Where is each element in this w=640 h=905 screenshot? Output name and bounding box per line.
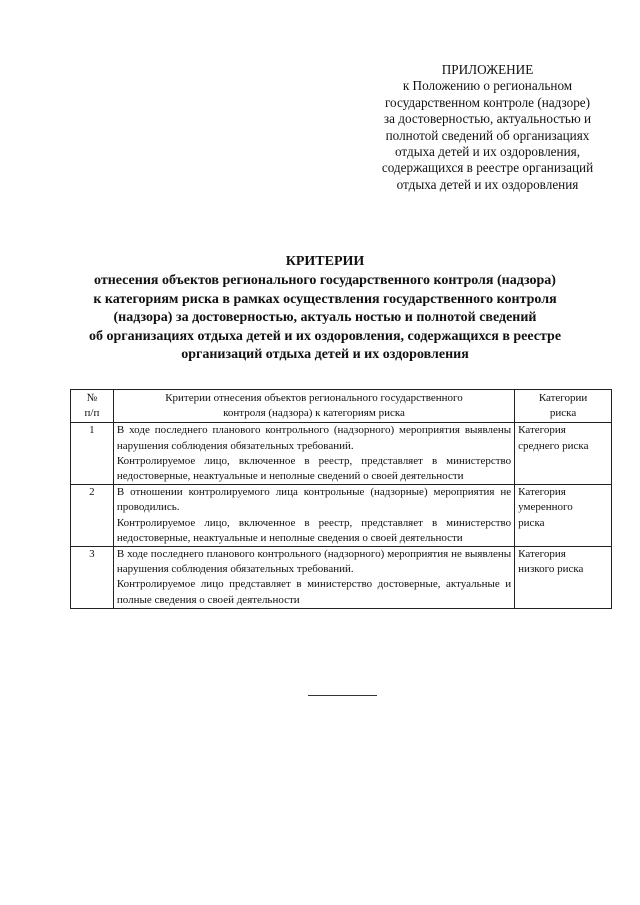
title-main: КРИТЕРИИ <box>285 254 365 269</box>
criteria-paragraph: Контролируемое лицо, включенное в реестр, представляет в министерство недостоверные, неактуальные и неполные сведений о своей деятельности <box>116 454 512 483</box>
criteria-paragraph: В отношении контролируемого лица контрольные (надзорные) мероприятия не проводились. <box>116 486 512 514</box>
header-num-line: п/п <box>84 407 100 420</box>
row-criteria <box>113 423 514 485</box>
appendix-line: за достоверностью, актуальностью и <box>383 111 592 127</box>
appendix-line: государственном контроле (надзоре) <box>384 94 591 110</box>
row-criteria <box>113 547 514 609</box>
criteria-paragraph: Контролируемое лицо, включенное в реестр, представляет в министерство недостоверные, неактуальные и неполные сведения о своей деятельности <box>116 516 512 544</box>
header-criteria-line: Критерии отнесения объектов регионального государственного <box>165 392 463 404</box>
row-category <box>515 547 612 609</box>
appendix-line: отдыха детей и их оздоровления <box>396 176 579 192</box>
row-criteria <box>113 485 514 547</box>
category-line: риска <box>518 516 545 529</box>
criteria-paragraph: Контролируемое лицо представляет в министерство достоверные, актуальные и полные сведения о своей деятельности <box>116 578 512 606</box>
title-line: об организациях отдыха детей и их оздоровления, содержащихся в реестре <box>88 328 562 344</box>
category-line: среднего риска <box>518 439 589 452</box>
row-num: 2 <box>71 485 114 547</box>
table-row <box>71 547 612 609</box>
row-num: 3 <box>71 547 114 609</box>
appendix-line: к Положению о региональном <box>402 78 573 94</box>
appendix-line: отдыха детей и их оздоровления, <box>394 144 580 160</box>
category-line: Категория <box>518 486 566 499</box>
table-header-row <box>71 390 612 423</box>
title-line: (надзора) за достоверностью, актуаль ностью и полнотой сведений <box>113 310 537 326</box>
criteria-table <box>70 389 612 609</box>
table-row <box>71 485 612 547</box>
document-title <box>40 253 610 365</box>
table-row <box>71 423 612 485</box>
appendix-block <box>360 62 615 193</box>
category-line: низкого риска <box>518 563 584 576</box>
title-line: отнесения объектов регионального государственного контроля (надзора) <box>94 273 556 288</box>
title-line: к категориям риска в рамках осуществления государственного контроля <box>93 291 557 307</box>
appendix-heading: ПРИЛОЖЕНИЕ <box>441 62 534 77</box>
row-category <box>515 485 612 547</box>
title-subtitle <box>40 272 610 365</box>
appendix-line: содержащихся в реестре организаций <box>381 160 594 176</box>
appendix-line: полнотой сведений об организациях <box>385 127 590 143</box>
row-category <box>515 423 612 485</box>
category-line: Категория <box>518 424 566 437</box>
category-line: умеренного <box>518 501 573 514</box>
row-num: 1 <box>71 423 114 485</box>
criteria-paragraph: В ходе последнего планового контрольного (надзорного) мероприятия не выявлены нарушения соблюдения обязательных требований. <box>116 548 512 576</box>
header-category <box>515 390 612 423</box>
header-num <box>71 390 114 423</box>
criteria-paragraph: В ходе последнего планового контрольного (надзорного) мероприятия выявлены нарушения соблюдения обязательных требований. <box>116 424 512 452</box>
title-line: организаций отдыха детей и их оздоровления <box>181 347 469 363</box>
category-line: Категория <box>518 548 566 561</box>
header-criteria <box>113 390 514 423</box>
footer-divider <box>308 695 377 696</box>
header-num-line: № <box>86 392 98 404</box>
header-category-line: риска <box>549 407 577 420</box>
header-criteria-line: контроля (надзора) к категориям риска <box>223 407 405 420</box>
header-category-line: Категории <box>538 392 588 404</box>
